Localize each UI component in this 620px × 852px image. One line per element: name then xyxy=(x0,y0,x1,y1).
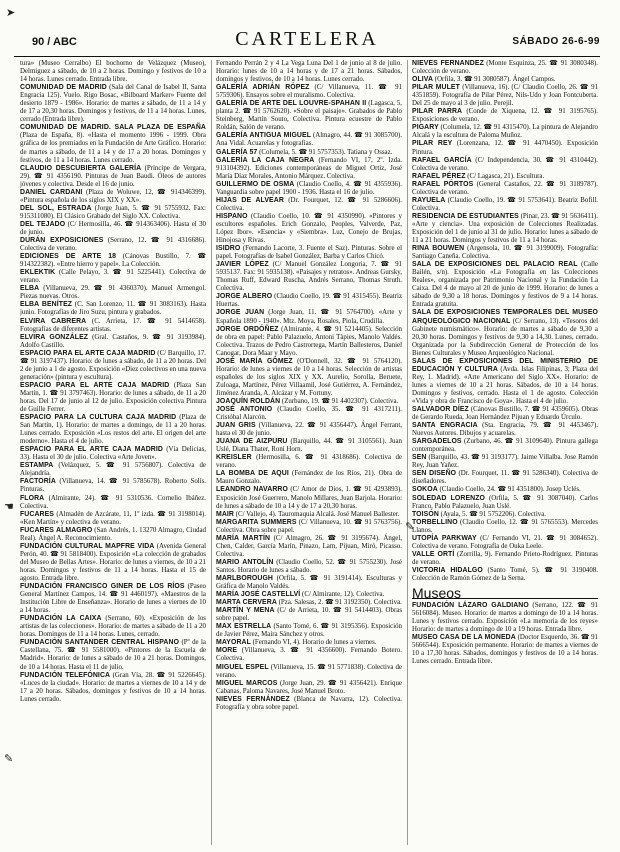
listing-entry xyxy=(20,414,206,446)
listing-entry xyxy=(20,446,206,462)
listing-details: (Conde de Xiquena, 12. ☎ 91 3195765). Exposiciones de verano. xyxy=(412,108,598,124)
listing-details: (Santo Tomé, 6. ☎ 91 3195356). Exposición de Javier Pérez, Maira Sánchez y otros. xyxy=(216,623,402,639)
listing-details: (Pza. Salesas, 2. ☎ 91 3192350). Colectiva. xyxy=(278,599,402,607)
museums-list xyxy=(412,602,598,666)
listing-details: (C/ Independencia, 30. ☎ 91 4310442). Colectiva de verano. xyxy=(412,156,598,172)
listing-details: (Calle Pelayo, 3. ☎ 91 5225441). Colectiva de verano. xyxy=(20,269,206,285)
listing-name: JAVIER LÓPEZ xyxy=(216,261,269,269)
listing-name: LEANDRO NAVARRO xyxy=(216,486,288,494)
listing-details: (Almagro, 44. ☎ 91 3085700). Ana Vidal. Acuarelas y fotografías. xyxy=(216,132,402,148)
listing-entry xyxy=(216,470,402,486)
listing-name: MARÍA JOSÉ CASTELLVÍ xyxy=(216,591,301,599)
listing-details: (Avenida General Perón, 40. ☎ 91 5818400). Exposición «La colección de grabados del Museo de Bellas Artes». Horario: de lunes a viernes, de 10 a 21 horas. Domingos y festivos de 11 a 14 horas. Hasta el 15 de agosto. Entrada libre. xyxy=(20,542,206,582)
handwritten-mark: ✎ xyxy=(4,753,14,765)
listing-entry xyxy=(412,486,598,494)
listing-name: ISIDRO xyxy=(216,245,241,253)
listing-name: JOSÉ MARÍA GÓMEZ xyxy=(216,357,293,365)
listing-entry xyxy=(412,76,598,84)
listing-name: MORE xyxy=(216,647,238,655)
listing-entry xyxy=(20,285,206,301)
museos-heading: Museos xyxy=(412,589,598,599)
listing-name: ELVIRA GONZÁLEZ xyxy=(20,333,89,341)
listing-entry xyxy=(412,140,598,156)
listing-details: (Villanueva, 15. ☎ 91 5771838). Colectiva de verano. xyxy=(216,663,402,679)
listing-entry xyxy=(412,519,598,535)
listings-column-1 xyxy=(20,60,206,845)
listing-name: MAX ESTRELLA xyxy=(216,623,272,631)
listing-details: (Santo Tomé, 5). ☎ 91 3190408. Colección de Ramón Gómez de la Serna. xyxy=(412,566,598,582)
listing-entry xyxy=(20,478,206,494)
listing-details: (Blanca de Navarra, 12). Colectiva. Fotografía y obra sobre papel. xyxy=(216,695,402,711)
listing-name: GUILLERMO DE OSMA xyxy=(216,180,295,188)
listing-entry xyxy=(216,293,402,309)
listing-entry xyxy=(216,454,402,470)
listing-name: RAFAEL GARCÍA xyxy=(412,156,472,164)
listing-details: (Barquillo, 44. ☎ 91 3105561). Juan Uslé, Diana Thater, Roni Horn. xyxy=(216,438,402,454)
listing-entry xyxy=(20,511,206,527)
listing-details: (General Castaños, 22. ☎ 91 3189787). Colectiva de verano. xyxy=(412,180,598,196)
listing-entry xyxy=(20,165,206,189)
listing-entry xyxy=(216,358,402,398)
listing-details: (Avda. Islas Filipinas, 3; Plaza del Rey, 1. Madrid). «Arte Americano del Siglo XX». Horario: de lunes a viernes de 10 a 21 horas. Sábados, de 10 a 14 horas. Domingos y festivos, cerrado. Hasta el 1 de agosto. Colección «Vida y obra de Francisco de Goya». Hasta el 4 de julio. xyxy=(412,365,598,405)
listing-details: (Plaza de Woluwe, 12, ☎ 914346399). «Pintura española de los siglos XIX y XX». xyxy=(20,188,206,204)
listing-entry xyxy=(216,398,402,406)
listing-details: (Columela, 12. ☎ 91 4315470). La pintura de Alejandro Alcalá y la escultura de Paloma Muñoz. xyxy=(412,124,598,140)
listing-name: SEN xyxy=(412,454,427,462)
listing-entry xyxy=(216,181,402,197)
listing-details: (Sala del Canal de Isabel II, Santa Engracia 125). Vuelo. Rigo Bosac, «Bilboard Marker» Fuente del desierto 1879 - 1986». Horario: de martes a sábado, de 11 a 14 y de 17 a 20,30 horas. Domingos y festivos, de 11 a 14 horas. Lunes, cerrado (Entrada libre). xyxy=(20,84,206,124)
listing-name: PILAR REY xyxy=(412,140,453,148)
listing-entry xyxy=(412,438,598,454)
listing-details: (Hermosilla, 6. ☎ 91 4318686). Colectiva de verano. xyxy=(216,454,402,470)
listing-entry xyxy=(20,350,206,382)
listing-name: MARTÍN Y MENA xyxy=(216,607,275,615)
listing-details: (Almirante, 24). ☎ 91 5310536. Cornelio Ibáñez. Colectiva. xyxy=(20,494,206,510)
listing-details: tura» (Museo Cerralbo) El bochorno de Velázquez (Museo), Delmiguez a sábado, de 10 a 2 horas. Domingo y festivos de 10 a 14 horas. Lunes cerrado. Entrada libre. xyxy=(20,60,206,84)
listing-name: ESPACIO PARA EL ARTE CAJA MADRID xyxy=(20,446,163,454)
listing-name: FUNDACIÓN FRANCISCO GINER DE LOS RÍOS xyxy=(20,583,185,591)
listing-details: (Claudio Coello, 12. ☎ 91 5765553). Mercedes Llanos. xyxy=(412,518,598,534)
listing-name: RAFAEL PÉREZ xyxy=(412,172,466,180)
listing-details: (Almirante, 4. ☎ 91 5214405). Selección de obra en papel: Pablo Palazuelo, Antoni Tàpies, Manolo Valdés. Colectiva. Trazos de Pedro Castrortega, Martín Ballesteros, Daniel Canogar, Dora Maar y Mayo. xyxy=(216,325,402,357)
listing-name: FUCARES ALMAGRO xyxy=(20,526,93,534)
listing-entry xyxy=(20,583,206,615)
listing-entry xyxy=(20,205,206,221)
listing-details: (C/ de Arrieta, 10. ☎ 91 5414403). Obras sobre papel. xyxy=(216,607,402,623)
listing-name: CLAUDIO DESCUBIERTA GALERÍA xyxy=(20,164,142,172)
listing-entry xyxy=(216,511,402,519)
listing-name: MARIO ANTOLÍN xyxy=(216,558,274,566)
listing-entry xyxy=(412,535,598,551)
listing-name: SALA DE EXPOSICIONES DEL PALACIO REAL xyxy=(412,261,578,269)
listing-entry xyxy=(20,672,206,704)
listing-details: (O'Donnell, 32. ☎ 91 5764120). Horario: de lunes a viernes de 10 a 14 horas. Selección de artistas españoles de los siglos XIX y XX. Aurelio, Sorolla, Beruete, Zuloaga, Martínez, Pérez Villaamil, José Gutiérrez, A. Fernández, Jiménez Aranda, A. Alcázar y M. Fortuny. xyxy=(216,357,402,397)
listing-name: KREISLER xyxy=(216,454,252,462)
listing-entry xyxy=(20,301,206,317)
listing-entry xyxy=(412,173,598,181)
listing-details: (C/ Hermosilla, 46. ☎ 914363406). Hasta el 30 de junio. xyxy=(20,220,206,236)
listing-entry xyxy=(412,181,598,197)
listing-entry xyxy=(216,575,402,591)
listing-name: SALA DE EXPOSICIONES TEMPORALES DEL MUSEO ARQUEOLÓGICO NACIONAL xyxy=(412,309,598,325)
header-rule xyxy=(14,56,600,57)
listing-name: SANTA ENGRACIA xyxy=(412,422,478,430)
listing-details: (Claudio Coello, 24. ☎ 91 4351800). Josep Uclés. xyxy=(439,486,581,494)
listing-entry xyxy=(412,60,598,76)
listing-details: (Almadén de Azcárate, 11, 1º izda. ☎ 91 3198014). «Ken Martín» y colectiva de verano. xyxy=(20,510,206,526)
listing-name: FUNDACIÓN CULTURAL MAPFRE VIDA xyxy=(20,542,155,550)
listing-entry xyxy=(412,634,598,666)
listing-details: (Cánovas Bustillo, 7. ☎ 914322382). «Entre hierro y papel». La Colección. xyxy=(20,253,206,269)
listing-name: FUNDACIÓN LA CAIXA xyxy=(20,615,102,623)
listing-entry xyxy=(216,100,402,132)
listing-entry xyxy=(412,309,598,357)
listing-name: PIGARY xyxy=(412,124,439,132)
listing-name: FUNDACIÓN TELEFÓNICA xyxy=(20,671,111,679)
listing-entry xyxy=(412,157,598,173)
column-divider xyxy=(407,60,408,845)
listing-details: (Orfila, 3. ☎ 91 3080587). Ángel Campos. xyxy=(434,76,556,84)
listing-name: ESPACIO PARA LA CULTURA CAJA MADRID xyxy=(20,414,177,422)
handwritten-mark: ➤ xyxy=(6,7,16,19)
listing-entry xyxy=(216,486,402,510)
listing-name: ESPACIO PARA EL ARTE CAJA MADRID xyxy=(20,349,156,357)
listing-name: RAYUELA xyxy=(412,196,446,204)
listing-details: (C/ Almirante, 12). Colectiva. xyxy=(302,591,385,599)
listing-entry xyxy=(412,84,598,108)
listing-details: (Zurbano, 46. ☎ 91 3109640). Pintura gallega contemporánea. xyxy=(412,438,598,454)
listing-name: FUNDACIÓN LÁZARO GALDIANO xyxy=(412,602,529,610)
listing-name: MUSEO CASA DE LA MONEDA xyxy=(412,634,516,642)
listing-details: (Plaza San Martín, 1. ☎ 91 3797463). Horario: de lunes a sábado, de 11 a 20 horas. Del 17 de junio al 12 de julio. Exposición colectiva Pintura de Guille Ferrer. xyxy=(20,381,206,414)
listing-entry xyxy=(216,623,402,639)
listing-details: (Fernando VI, 17, 2º. Izda. 913104392). Ediciones contemporáneas de Miguel Ortiz, José María Díaz Morales, Antonio Márquez. Colectiva. xyxy=(216,156,402,180)
listing-details: (Plaza de San Martín, 1). Horario: de martes a domingo, de 11 a 20 horas. Lunes cerrado. Exposición «Los restos del arte. El origen del arte moderno». Hasta el 4 de julio. xyxy=(20,414,206,446)
listing-name: DEL SOL, ESTRADA xyxy=(20,204,92,212)
listing-entry xyxy=(216,664,402,680)
listing-details: (Argensola, 10. ☎ 91 3199009). Fotografía: Santiago Caneña. Colectiva. xyxy=(412,245,598,261)
page-header xyxy=(14,30,600,54)
listing-entry xyxy=(216,607,402,623)
listing-entry xyxy=(216,309,402,325)
listing-name: PILAR MULET xyxy=(412,84,460,92)
listing-name: ESTAMPA xyxy=(20,462,54,470)
listing-details: (Zurbano, 19. ☎ 91 4402307). Colectiva. xyxy=(281,397,399,405)
listing-details: (Claudio Coello, 4. ☎ 91 4355936). Vanguardia sobre papel 1900 - 1936. Hasta el 16 de julio. xyxy=(216,180,402,196)
listing-details: (Pinar, 23. ☎ 91 5636411). «Arte y ciencia». Una exposición de Colecciones Realizadas. Exposición del 1 de junio al 31 de julio. Horario: lunes a sábado de 11 a 21 horas. Domingos y festivos de 11 a 14 horas. xyxy=(412,212,598,245)
listing-name: NIEVES FERNÁNDEZ xyxy=(412,60,484,67)
listing-name: GALERÍA ANTIGUA MIGUEL xyxy=(216,132,311,140)
listing-details: (Villanueva, 16). (C/ Claudio Coello, 26. ☎ 91 4351859). Fotografía de Pilar Pérez, Nils-Udo y Joan Fontcuberta. Del 25 de mayo al 3 de julio. Perejil. xyxy=(412,84,598,108)
listing-entry xyxy=(20,189,206,205)
listing-details: (Gran Vía, 28. ☎ 91 5226645). «Luces de la ciudad». Horario: de martes a viernes de 10 a 14 y de 17 a 20 horas. Sábados, domingos y festivos de 10 a 14 horas. Lunes cerrado. xyxy=(20,671,206,703)
listing-details: (Doctor Esquerdo, 36. ☎ 91 5666544). Exposición permanente. Horario: de martes a viernes de 10 a 17,30 horas. Sábados, domingos y festivos de 10 a 14 horas. Lunes cerrado. Entrada libre. xyxy=(412,634,598,666)
listing-details: Fernando Perrán 2 y 4 La Vega Luna Del 1 de junio al 8 de julio. Horario: lunes de 10 a 14 horas y de 17 a 21 horas. Sábados, domingos y festivos, de 10 a 14 horas. Lunes cerrado. xyxy=(216,60,402,84)
listing-details: (Columela, 5. ☎ 91 5757353). Tatiana y Ossaz. xyxy=(259,148,393,156)
listing-details: (Paseo General Martínez Campos, 14. ☎ 91 4460197). «Maestros de la Institución Libre de Enseñanza». Horario de lunes a viernes de 10 a 14 horas. xyxy=(20,583,206,615)
listing-name: JOSÉ ANTONIO xyxy=(216,406,273,414)
listing-details: (Príncipe de Vergara, 29). ☎ 91 4356190. Pinturas de Juan Baudi. Óleos de autores jóvenes y colectiva. Desde el 16 de junio. xyxy=(20,164,206,188)
listing-name: FLORA xyxy=(20,494,45,502)
listing-entry xyxy=(412,567,598,583)
listing-details: (C/ Serrano, 13). «Tesoros del Gabinete numismático». Horario: de martes a sábado de 9,30 a 20,30 horas. Domingos y festivos de 9,30 a 14,30. Lunes, cerrado. Organizada por la Subdirección General de Protección de los Bienes Culturales y Museo Arqueológico Nacional. xyxy=(412,317,598,357)
listing-details: (Zorrilla, 9). Fernando Prieto-Rodríguez. Pinturas de verano. xyxy=(412,550,598,566)
listing-details: (Claudio Coello, 52. ☎ 91 5755230). José Santos. Horario de lunes a sábado. xyxy=(216,558,402,574)
listing-entry xyxy=(20,237,206,253)
listing-name: NIEVES FERNÁNDEZ xyxy=(216,695,290,703)
listing-details: (Claudio Coello, 10. ☎ 91 4350990). «Pintores y escultores españoles. Erich Gonzalo, Peoples, Valverde, Paz, López Ibor». «Esencia» y «Siembra». Luz, Conejo de Brujas, Hinojosa y Rivas. xyxy=(216,212,402,245)
listing-entry xyxy=(216,680,402,696)
listing-details: (Pº de la Castellana, 75. ☎ 91 5581000). «Pintores de la Escuela de Madrid». Horario: de lunes a sábado de 10 a 21 horas. Domingos, de 10 a 14 horas. Hasta el 11 de julio. xyxy=(20,639,206,671)
listing-name: MARÍA MARTÍN xyxy=(216,534,271,542)
listing-entry xyxy=(20,221,206,237)
listing-entry xyxy=(20,269,206,285)
listing-name: RESIDENCIA DE ESTUDIANTES xyxy=(412,212,519,220)
listing-name: GALERÍA ADRIÁN RÓPEZ xyxy=(216,84,310,92)
handwritten-mark: ✎ xyxy=(405,521,415,533)
listing-entry xyxy=(412,197,598,213)
listing-name: JUANA DE AIZPURU xyxy=(216,438,288,446)
listing-entry xyxy=(412,213,598,245)
page-number: 90 / ABC xyxy=(32,36,77,48)
listing-entry xyxy=(216,422,402,438)
listing-entry xyxy=(216,519,402,535)
listing-name: SALAS DE EXPOSICIONES DEL MINISTERIO DE EDUCACIÓN Y CULTURA xyxy=(412,357,598,373)
listing-details: (C/ Barquillo, 17. ☎ 91 3197437). Horario: de lunes a sábado, de 11 a 20 horas. Del 2 de junio a 1 de agosto. Exposición «Diez colectivos en una nueva generación» (pintura y escultura). xyxy=(20,349,206,381)
listing-details: (Serrano, 12. ☎ 91 4316686). Colectiva de verano. xyxy=(20,237,206,253)
listing-entry xyxy=(412,511,598,519)
listing-entry xyxy=(216,647,402,663)
listing-name: JOAQUÍN ROLDÁN xyxy=(216,397,281,405)
listing-details: (C. San Lorenzo, 11. ☎ 91 3083163). Hasta junio. Fotografías de Jiro Suzu, pintura y grabados. xyxy=(20,301,206,317)
listing-details: (Sta. Engracia, 79. ☎ 91 4453467). Nuevos Autores. Dibujos y acuarelas. xyxy=(412,422,598,438)
listing-name: HIJAS DE ALVEAR xyxy=(216,196,284,204)
listing-details: (Velázquez, 5. ☎ 91 5756807). Colectiva de Alejandría. xyxy=(20,462,206,478)
listing-name: ELVIRA CABRERA xyxy=(20,317,87,325)
listing-entry xyxy=(412,124,598,140)
listing-name: DURÁN EXPOSICIONES xyxy=(20,237,104,245)
listing-name: GALERÍA DE ARTE DEL LOUVRE-SPAHAN II xyxy=(216,100,367,108)
listing-entry xyxy=(412,245,598,261)
listing-name: FUNDACIÓN SANTANDER CENTRAL HISPANO xyxy=(20,639,180,647)
listing-entry xyxy=(20,318,206,334)
listing-name: UTOPÍA PARKWAY xyxy=(412,534,477,542)
listing-details: (Claudio Coello, 35. ☎ 91 4317211). Cristóbal Alarcón. xyxy=(216,406,402,422)
listing-name: SOKOA xyxy=(412,486,438,494)
listing-entry xyxy=(216,84,402,100)
listing-entry xyxy=(20,495,206,511)
listing-entry xyxy=(412,406,598,422)
listing-entry xyxy=(216,213,402,245)
listing-entry xyxy=(20,124,206,164)
listing-entry xyxy=(216,591,402,599)
section-title: CARTELERA xyxy=(235,28,379,50)
handwritten-mark: ☚ xyxy=(4,501,14,513)
listing-name: GALERÍA LA CAJA NEGRA xyxy=(216,156,315,164)
listing-details: (Claudio Coello, 19. ☎ 91 5753641). Beatriz Bofill. Colectiva. xyxy=(412,196,598,212)
listing-entry xyxy=(20,334,206,350)
listing-name: MAYORAL xyxy=(216,639,251,647)
listing-name: TOISÓN xyxy=(412,510,439,518)
listing-name: JORGE ORDÓÑEZ xyxy=(216,325,279,333)
listing-entry xyxy=(412,261,598,309)
column-divider xyxy=(211,60,212,845)
listing-name: MARLBOROUGH xyxy=(216,575,273,582)
listing-name: MIGUEL ESPEL xyxy=(216,663,269,671)
listing-entry xyxy=(216,197,402,213)
listing-details: (C/ Almagro, 26. ☎ 91 3195674). Ángel, Chen, Calder, García Marín, Pinazo, Lam, Pijuan, Miró, Picasso. Colectiva. xyxy=(216,534,402,558)
listing-details: (Cánovas Bustillo, 7. ☎ 91 4359605). Obras de Gerardo Rueda, Joan Hernández Pijuan y Eduardo Úrculo. xyxy=(412,406,598,422)
listing-name: JUAN GRIS xyxy=(216,422,256,430)
listing-details: (Jorge Juan, 11. ☎ 91 5764700). «Arte y Española 1890 - 1940». Mtz. Moya, Rosales, Piola, Crudilla. xyxy=(216,309,402,325)
listing-name: FACTORÍA xyxy=(20,478,56,486)
listing-entry xyxy=(216,406,402,422)
listing-entry xyxy=(412,454,598,470)
listing-details: (Serrano, 122. ☎ 91 5616084). Museo. Horario: de martes a domingo de 10 a 14 horas. Lunes y festivos cerrado. Exposición «La memoria de los reyes» Horario: de martes a domingo de 10 a 19 horas. Entrada libre. xyxy=(412,602,598,634)
listing-entry xyxy=(20,60,206,84)
listing-details: (Plaza de España, 8). «Hasta el momento 1996 - 1999. Obra gráfica de los premiados en la Fundación de Arte Gráfico. Horario: de martes a sábado, de 11 a 14 y de 17 a 20 horas. Domingos y festivos, de 11 a 14 horas. Lunes cerrado. xyxy=(20,132,206,164)
listing-entry xyxy=(216,326,402,358)
listing-name: SALVADOR DÍEZ xyxy=(412,406,469,414)
listing-name: DANIEL CARDANI xyxy=(20,188,83,196)
listing-details: (Lagasca, 5, planta 2. ☎ 91 5762620). «Sobre el paisaje». Grabados de Pablo Steinberg, Martín Souto, Colectiva. Pintura ecuestre de Pablo Roldán, Salón de verano. xyxy=(216,100,402,132)
listing-entry xyxy=(20,462,206,478)
listing-name: LA BOMBA DE AQUI xyxy=(216,470,289,478)
listing-name: TORBELLINO xyxy=(412,518,458,526)
listing-details: (Lorenzana, 12. ☎ 91 4470450). Exposición Pintura. xyxy=(412,140,598,156)
listing-entry xyxy=(216,157,402,181)
listing-name: RAFAEL PÓRTOS xyxy=(412,180,474,188)
listing-entry xyxy=(412,358,598,406)
listing-entry xyxy=(20,84,206,124)
listing-details: (Gral. Castaños, 9. ☎ 91 3193984). Adolfo Castillo. xyxy=(20,333,206,349)
listing-name: EKLEKTIK xyxy=(20,269,56,277)
listing-name: COMUNIDAD DE MADRID. SALA PLAZA DE ESPAÑA xyxy=(20,124,206,132)
listing-entry xyxy=(412,470,598,486)
listing-name: SARGADELOS xyxy=(412,438,462,446)
listing-name: MIGUEL MARCOS xyxy=(216,679,278,687)
listing-name: SOLEDAD LORENZO xyxy=(412,494,485,502)
listing-entry xyxy=(20,527,206,543)
listing-details: (Barquillo, 43. ☎ 91 3193177). Jaime Villalba. Jose Ramón Rey, Juan Yañez. xyxy=(412,454,598,470)
listing-details: (Ayala, 5. ☎ 91 5752206). Colectiva. xyxy=(440,510,546,518)
listing-details: (Serrano, 60). «Exposición de los artistas de las colecciones». Horario: de martes a sábado de 11 a 20 horas. Domingos de 11 a 14 horas. Lunes, cerrado. xyxy=(20,615,206,639)
listing-name: HISPANO xyxy=(216,212,248,220)
listing-entry xyxy=(412,602,598,634)
listing-details: (Villanueva, 3. ☎ 91 4356600). Fernando Botero. Colectiva. xyxy=(216,647,402,663)
listing-name: OLIVA xyxy=(412,76,434,84)
listing-name: VICTORIA HIDALGO xyxy=(412,566,483,574)
listings-column-2 xyxy=(216,60,402,845)
listings-column-3 xyxy=(412,60,598,845)
listing-name: SEN DISEÑO xyxy=(412,470,457,478)
listing-details: (Orfila, 5. ☎ 91 3191414). Esculturas y Gráfica de Manolo Valdés. xyxy=(216,575,402,591)
listing-name: ELBA xyxy=(20,285,40,293)
listing-name: FUCARES xyxy=(20,510,55,518)
listing-entry xyxy=(216,149,402,157)
listing-name: EDICIONES DE ARTE 18 xyxy=(20,253,117,261)
issue-date: SÁBADO 26-6-99 xyxy=(512,36,600,47)
listing-details: (Monte Esquinza, 25. ☎ 91 3080348). Colección de verano. xyxy=(412,60,598,76)
listing-entry xyxy=(216,599,402,607)
listing-entry xyxy=(412,422,598,438)
listing-details: (C/ Vallejo, 4). Tauromaquia Alcalá. José Manuel Ballester. xyxy=(235,510,400,518)
listing-name: ELBA BENÍTEZ xyxy=(20,301,73,309)
listing-details: (Dr. Fourquet, 11. ☎ 91 5286340). Colectiva de diseñadores. xyxy=(412,470,598,486)
listing-name: MARGARITA SUMMERS xyxy=(216,518,297,526)
listing-entry xyxy=(216,535,402,559)
listing-details: (Fernando VI, 4). Horario de lunes a viernes. xyxy=(252,639,377,647)
listing-entry xyxy=(412,551,598,567)
listing-name: PILAR PARRA xyxy=(412,108,463,116)
listing-details: (Fernández de los Ríos, 21). Obra de Mauro Gonzalo. xyxy=(216,470,402,486)
listing-details: (Jorge Juan, 5. ☎ 91 5755932. Fax: 915311080). El Clásico Grabado del Siglo XX. Colectiva. xyxy=(20,204,206,220)
listing-entry xyxy=(20,615,206,639)
listing-entry xyxy=(20,253,206,269)
listing-entry xyxy=(20,639,206,671)
listing-details: (C/ Manuel González Longoria, 7. ☎ 91 5935137. Fax: 91 5935138). «Paisajes y retratos». Andreas Gursky, Thomas Ruff, Edward Ruscha, Andrés Serrano, Thomas Struth. Colectiva. xyxy=(216,261,402,293)
listing-details: (Calle Bailén, s/n). Exposición «La Fotografía en las Colecciones Reales», organizada por Patrimonio Nacional y la Fundación La Caixa. Del 4 de mayo al 20 de junio de 1999. Horario: de lunes a sábado de 9,30 a 18 horas. Domingos y festivos de 9 a 14 horas. Entrada gratuita. xyxy=(412,261,598,309)
listing-details: (C/ Lagasca, 21). Escultura. xyxy=(467,172,545,180)
listing-name: MAIR xyxy=(216,510,235,518)
listing-entry xyxy=(216,261,402,293)
listing-details: (C. Arrieta, 17. ☎ 91 5414658). Fotografías de diferentes artistas. xyxy=(20,317,206,333)
listing-details: (C/ Villanueva, 11. ☎ 91 5759306). Ensayos sobre el muralismo. Colectiva. xyxy=(216,84,402,100)
listing-details: (Claudio Coello, 19. ☎ 91 4315455). Beatriz Huertas. xyxy=(216,293,402,309)
listing-name: JORGE ALBERO xyxy=(216,293,273,301)
listing-details: (Villanueva, 14. ☎ 91 5785678). Roberto Solís. Pinturas. xyxy=(20,478,206,494)
listing-name: ESPACIO PARA EL ARTE CAJA MADRID xyxy=(20,381,170,389)
listing-entry xyxy=(216,245,402,261)
listing-name: JORGE JUAN xyxy=(216,309,265,317)
listing-details: (San Andrés, 1. 13270 Almagro, Ciudad Real). Ángel A. Reconocimiento. xyxy=(20,526,206,542)
listing-details: (C/ Amor de Dios, 1. ☎ 91 4293893). Exposición José Guerrero, Manolo Millares, Juan Barjola. Horario: de lunes a sábado de 10 a 14 y de 17 a 20,30 horas. xyxy=(216,486,402,510)
listing-entry xyxy=(216,132,402,148)
listing-entry xyxy=(20,543,206,583)
listing-details: (C/ Fernando VI, 21. ☎ 91 3084652). Colectiva de verano. Fotografía de Ouka Leele. xyxy=(412,534,598,550)
listing-name: GALERÍA 57 xyxy=(216,148,258,156)
listing-details: (Dr. Fourquet, 12. ☎ 91 5286606). Colectiva. xyxy=(216,196,402,212)
listing-name: VALLE ORTÍ xyxy=(412,550,455,558)
listing-name: MARTA CERVERA xyxy=(216,599,277,607)
listing-name: RINA BOUWEN xyxy=(412,245,465,253)
listing-entry xyxy=(216,696,402,712)
listing-details: (C/ Villanueva, 10. ☎ 91 5763756). Colectiva. Obra sobre papel. xyxy=(216,518,402,534)
listing-details: (Orfila, 5. ☎ 91 3087040). Carlos Franco, Pablo Palazuelo, Juan Uslé. xyxy=(412,494,598,510)
listing-details: (Villanueva, 22. ☎ 91 4356447). Ángel Ferrant, hasta el 30 de junio. xyxy=(216,422,402,438)
listing-entry xyxy=(412,495,598,511)
listing-details: (Villanueva, 29. ☎ 91 4360370). Manuel Armengol. Piezas nuevas. Otros. xyxy=(20,285,206,301)
listing-details: (Jorge Juan, 29. ☎ 91 4356421). Enrique Cabanas, Paloma Navares, José Manuel Broto. xyxy=(216,679,402,695)
listing-details: (Fernando Lacorte, 3. Fuente el Saz). Pinturas. Sobre el papel. Fotografías de Isabel González, Barba y Carlos Chicó. xyxy=(216,245,402,261)
listing-details: (Vía Delicias, 33). Hasta el 30 de julio. Colectiva «Arte Joven». xyxy=(20,446,206,462)
listing-entry xyxy=(20,382,206,414)
galleries-list xyxy=(412,60,598,583)
listing-entry xyxy=(216,559,402,575)
listing-name: DEL TEJADO xyxy=(20,220,66,228)
listing-name: COMUNIDAD DE MADRID xyxy=(20,84,107,92)
listing-entry xyxy=(216,438,402,454)
listing-entry xyxy=(216,60,402,84)
listing-entry xyxy=(412,108,598,124)
